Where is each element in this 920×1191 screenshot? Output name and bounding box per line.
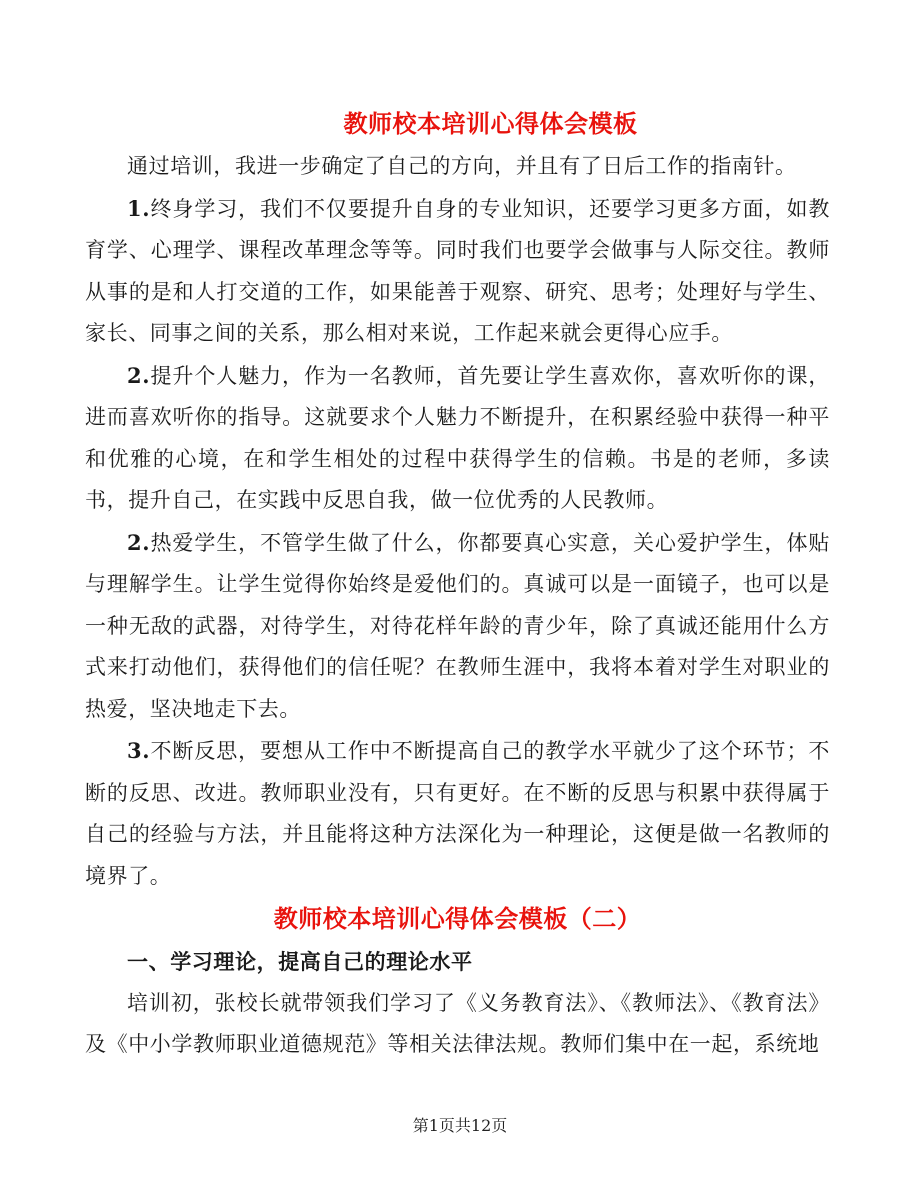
item-text: 终身学习，我们不仅要提升自身的专业知识，还要学习更多方面，如教育学、心理学、课程改革理念等等。同时我们也要学会做事与人际交往。教师从事的是和人打交道的工作，如果能善于观察、研究、思考；处理好与学生、家长、同事之间的关系，那么相对来说，工作起来就会更得心应手。 bbox=[85, 196, 830, 345]
item-number: 2. bbox=[127, 529, 151, 555]
item-paragraph-1 bbox=[85, 188, 830, 355]
section-paragraph: 培训初，张校长就带领我们学习了《义务教育法》、《教师法》、《教育法》及《中小学教师职业道德规范》等相关法律法规。教师们集中在一起，系统地 bbox=[85, 990, 830, 1056]
item-paragraph-2 bbox=[85, 355, 830, 522]
document-title: 教师校本培训心得体会模板 bbox=[343, 109, 638, 138]
item-number: 1. bbox=[127, 195, 151, 221]
section-title: 教师校本培训心得体会模板（二） bbox=[273, 904, 642, 933]
item-text: 提升个人魅力，作为一名教师，首先要让学生喜欢你，喜欢听你的课，进而喜欢听你的指导。这就要求个人魅力不断提升，在积累经验中获得一种平和优雅的心境，在和学生相处的过程中获得学生的信赖。书是的老师，多读书，提升自己，在实践中反思自我，做一位优秀的人民教师。 bbox=[85, 363, 830, 512]
item-text: 热爱学生，不管学生做了什么，你都要真心实意，关心爱护学生，体贴与理解学生。让学生觉得你始终是爱他们的。真诚可以是一面镜子，也可以是一种无敌的武器，对待学生，对待花样年龄的青少年，除了真诚还能用什么方式来打动他们，获得他们的信任呢？在教师生涯中，我将本着对学生对职业的热爱，坚决地走下去。 bbox=[85, 530, 830, 721]
section-heading: 一、学习理论，提高自己的理论水平 bbox=[127, 949, 473, 974]
page-number-footer: 第1页共12页 bbox=[412, 1116, 508, 1135]
item-number: 2. bbox=[127, 362, 151, 388]
item-number: 3. bbox=[127, 738, 151, 763]
item-paragraph-3 bbox=[85, 522, 830, 731]
intro-paragraph: 通过培训，我进一步确定了自己的方向，并且有了日后工作的指南针。 bbox=[127, 154, 797, 178]
item-text: 不断反思，要想从工作中不断提高自己的教学水平就少了这个环节；不断的反思、改进。教师职业没有，只有更好。在不断的反思与积累中获得属于自己的经验与方法，并且能将这种方法深化为一种理论，这便是做一名教师的境界了。 bbox=[85, 739, 830, 888]
item-paragraph-4 bbox=[85, 730, 830, 897]
document-body bbox=[85, 104, 830, 1066]
